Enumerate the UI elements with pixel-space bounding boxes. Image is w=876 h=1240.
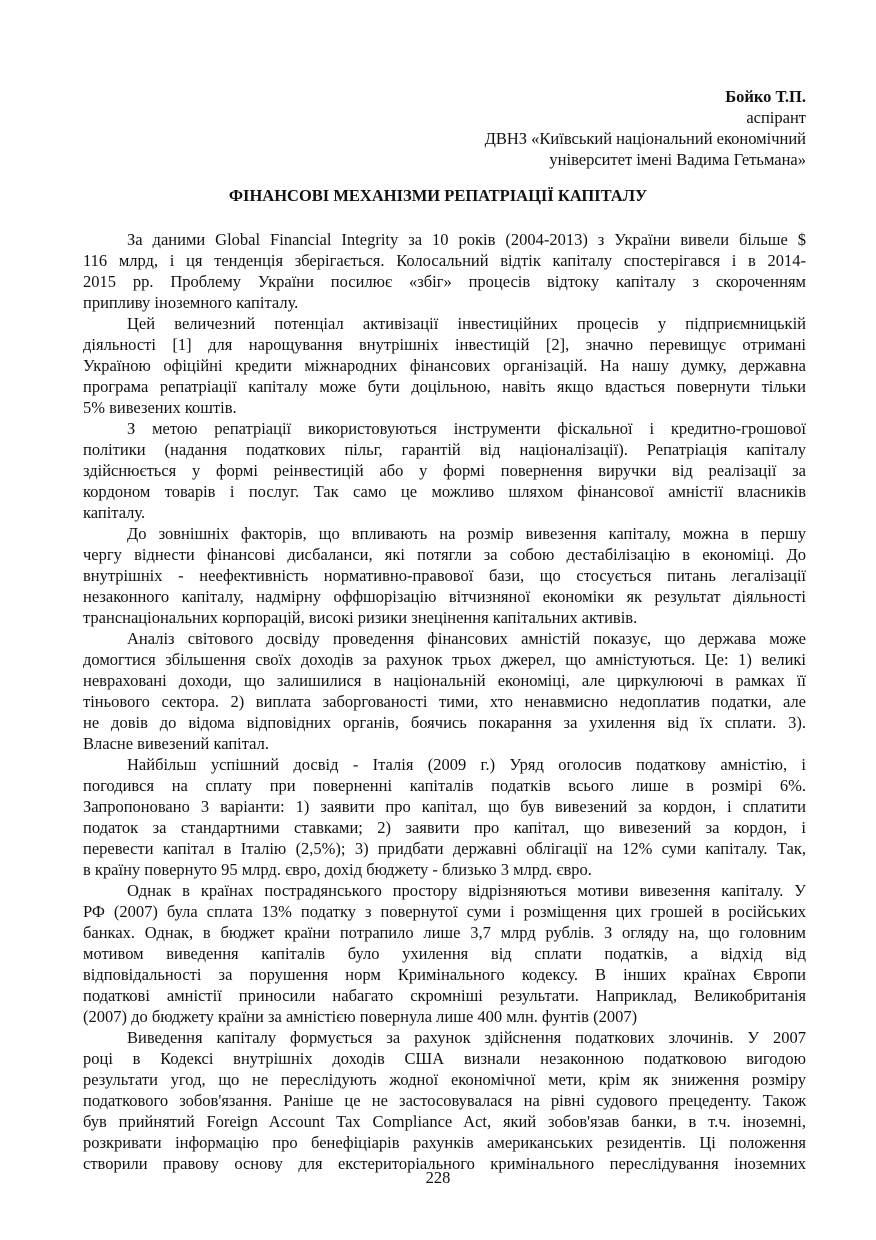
text-line: 116 млрд, і ця тенденція зберігається. Колосальний відтік капіталу спостерігався і в 2014- [83, 251, 806, 270]
text-line: мотивом виведення капіталів було ухилення від сплати податків, а відхід від [83, 944, 806, 963]
paragraph [83, 313, 806, 418]
paragraph [83, 754, 806, 880]
author-position: аспірант [746, 108, 806, 127]
text-line: До зовнішніх факторів, що впливають на розмір вивезення капіталу, можна в першу [127, 524, 806, 543]
text-line: був прийнятий Foreign Account Tax Compliance Act, який зобов'язав банки, в т.ч. іноземні, [83, 1112, 806, 1131]
text-line: політики (надання податкових пільг, гарантій від націоналізації). Репатріація капіталу [83, 440, 806, 459]
text-line: чергу віднести фінансові дисбаланси, які потягли за собою дестабілізацію в економіці. До [83, 545, 806, 564]
paragraph [83, 1027, 806, 1174]
text-line: Однак в країнах пострадянського простору відрізняються мотиви вивезення капіталу. У [127, 881, 806, 900]
paragraph [83, 628, 806, 754]
text-line: незаконного капіталу, надмірну оффшорізацію вітчизняної економіки як результат діяльності [83, 587, 806, 606]
text-line: здійснюється у формі реінвестицій або у формі повернення виручки від реалізації за [83, 461, 806, 480]
text-line: 5% вивезених коштів. [83, 398, 237, 417]
text-line: погодився на сплату при поверненні капіталів податків всього лише в розмірі 6%. [83, 776, 806, 795]
article-body [83, 229, 806, 1174]
text-line: програма репатріації капіталу може бути доцільною, навіть якщо вдасться повернути тільки [83, 377, 806, 396]
author-affiliation-line2: університет імені Вадима Гетьмана» [549, 150, 806, 169]
text-line: РФ (2007) була сплата 13% податку з повернутої суми і розміщення цих грошей в російських [83, 902, 806, 921]
page-number: 228 [425, 1168, 451, 1187]
text-line: внутрішніх - неефективність нормативно-правової бази, що стосується питань легалізації [83, 566, 806, 585]
text-line: (2007) до бюджету країни за амністією повернула лише 400 млн. фунтів (2007) [83, 1007, 638, 1026]
paragraph [83, 880, 806, 1027]
text-line: З метою репатріації використовуються інструменти фіскальної і кредитно-грошової [127, 419, 806, 438]
text-line: припливу іноземного капіталу. [83, 293, 299, 312]
author-name: Бойко Т.П. [725, 87, 806, 106]
text-line: Україною офіційні кредити міжнародних фінансових організацій. На нашу думку, державна [83, 356, 806, 375]
text-line: домогтися збільшення своїх доходів за рахунок трьох джерел, що амністуються. Це: 1) великі [83, 650, 806, 669]
text-line: Цей величезний потенціал активізації інвестиційних процесів у підприємницькій [127, 314, 806, 333]
text-line: транснаціональних корпорацій, високі ризики знецінення капітальних активів. [83, 608, 638, 627]
text-line: діяльності [1] для нарощування внутрішніх інвестицій [2], значно перевищує отримані [83, 335, 806, 354]
text-line: банках. Однак, в бюджет країни потрапило лише 3,7 млрд рублів. З огляду на, що головним [83, 923, 806, 942]
text-line: році в Кодексі внутрішніх доходів США визнали незаконною податковою вигодою [83, 1049, 806, 1068]
author-block [485, 86, 806, 170]
text-line: Власне вивезений капітал. [83, 734, 269, 753]
text-line: відповідальності за порушення норм Кримінального кодексу. В інших країнах Європи [83, 965, 806, 984]
author-affiliation-line1: ДВНЗ «Київський національний економічний [484, 129, 806, 148]
text-line: податок за стандартними ставками; 2) заявити про капітал, що вивезений за кордон, і [83, 818, 806, 837]
text-line: капіталу. [83, 503, 146, 522]
text-line: кордоном товарів і послуг. Так само це можливо шляхом фінансової амністії власників [83, 482, 806, 501]
text-line: результати угод, що не переслідують жодної економічної мети, крім як зниження розміру [83, 1070, 806, 1089]
text-line: тіньового сектора. 2) виплата заборгованості тими, хто ненавмисно недоплатив податки, але [83, 692, 806, 711]
text-line: податкові амністії приносили набагато скромніші результати. Наприклад, Великобританія [83, 986, 806, 1005]
text-line: Запропоновано 3 варіанти: 1) заявити про капітал, що був вивезений за кордон, і сплатити [83, 797, 806, 816]
paragraph [83, 523, 806, 628]
text-line: в країну повернуто 95 млрд. євро, дохід бюджету - близько 3 млрд. євро. [83, 860, 592, 879]
text-line: податкового зобов'язання. Раніше це не застосовувалася на рівні судового прецеденту. Також [83, 1091, 806, 1110]
text-line: За даними Global Financial Integrity за 10 років (2004-2013) з України вивели більше $ [127, 230, 806, 249]
text-line: неврахованi доходи, що залишилися в національній економіці, але циркулюючі в рамках її [83, 671, 806, 690]
text-line: розкривати інформацію про бенефіціарів рахунків американських резидентів. Ці положення [83, 1133, 806, 1152]
text-line: перевести капітал в Італію (2,5%); 3) придбати державні облігації на 12% суми капіталу. Так, [83, 839, 806, 858]
text-line: Виведення капіталу формується за рахунок здійснення податкових злочинів. У 2007 [127, 1028, 806, 1047]
text-line: Аналіз світового досвіду проведення фінансових амністій показує, що держава може [127, 629, 806, 648]
paragraph [83, 229, 806, 313]
article-title: ФІНАНСОВІ МЕХАНІЗМИ РЕПАТРІАЦІЇ КАПІТАЛУ [228, 186, 648, 205]
text-line: Найбільш успішний досвід - Італія (2009 г.) Уряд оголосив податкову амністію, і [127, 755, 806, 774]
paragraph [83, 418, 806, 523]
text-line: 2015 рр. Проблему України посилює «збіг» процесів відтоку капіталу з скороченням [83, 272, 806, 291]
text-line: створили правову основу для екстериторіального кримінального переслідування іноземних [83, 1154, 806, 1173]
text-line: не довів до відома відповідних органів, боячись покарання за ухилення від їх сплати. 3). [83, 713, 806, 732]
